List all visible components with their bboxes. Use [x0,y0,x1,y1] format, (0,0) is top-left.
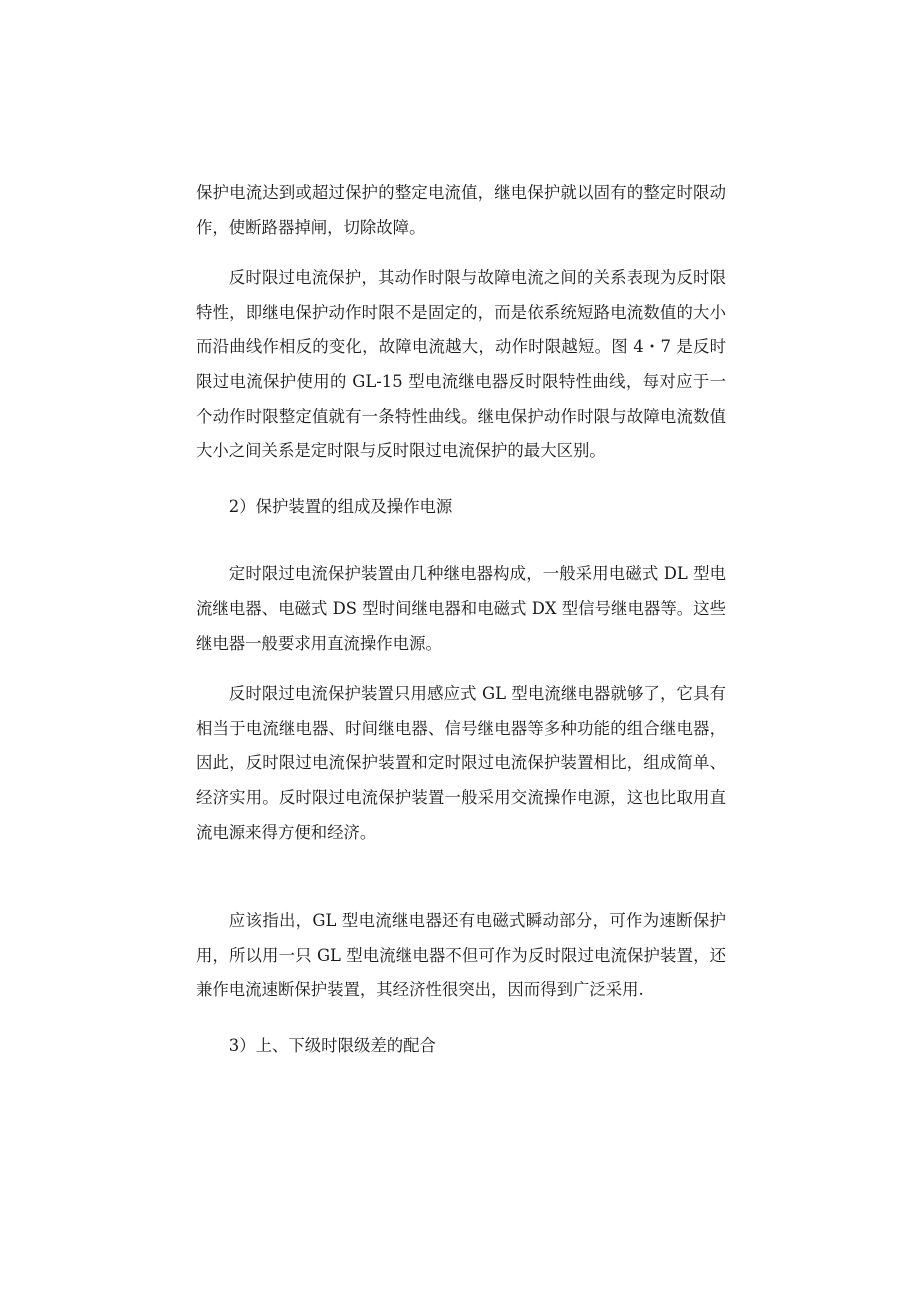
paragraph-inverse-time-protection: 反时限过电流保护，其动作时限与故障电流之间的关系表现为反时限特性，即继电保护动作时限不是固定的，而是依系统短路电流数值的大小而沿曲线作相反的变化，故障电流越大，动作时限越短。图 4・7 是反时限过电流保护使用的 GL-15 型电流继电器反时限特性曲线，每对应于一个动作时限整定值就有一条特性曲线。继电保护动作时限与故障电流数值大小之间关系是定时限与反时限过电流保护的最大区别。 [196,268,726,461]
paragraph-gl-relay-note: 应该指出，GL 型电流继电器还有电磁式瞬动部分，可作为速断保护用，所以用一只 GL 型电流继电器不但可作为反时限过电流保护装置，还兼作电流速断保护装置，其经济性很突出，因而得到广泛采用. [196,911,726,1000]
spacer [196,661,726,677]
spacer [196,1008,726,1029]
paragraph-inverse-time-device: 反时限过电流保护装置只用感应式 GL 型电流继电器就够了，它具有相当于电流继电器、时间继电器、信号继电器等多种功能的组合继电器，因此，反时限过电流保护装置和定时限过电流保护装置相比，组成简单、经济实用。反时限过电流保护装置一般采用交流操作电源，这也比取用直流电源来得方便和经济。 [196,684,726,842]
section-heading-3: 3）上、下级时限级差的配合 [228,1035,436,1055]
paragraph-definite-time-device: 定时限过电流保护装置由几种继电器构成，一般采用电磁式 DL 型电流继电器、电磁式 DS 型时间继电器和电磁式 DX 型信号继电器等。这些继电器一般要求用直流操作电源。 [196,564,726,653]
paragraph-continuation: 保护电流达到或超过保护的整定电流值，继电保护就以固有的整定时限动作，使断路器掉闸，切除故障。 [196,183,726,237]
spacer [196,469,726,490]
section-heading-2: 2）保护装置的组成及操作电源 [228,496,453,516]
document-body [196,176,726,1063]
spacer [196,850,726,904]
spacer [196,245,726,261]
spacer [196,524,726,557]
